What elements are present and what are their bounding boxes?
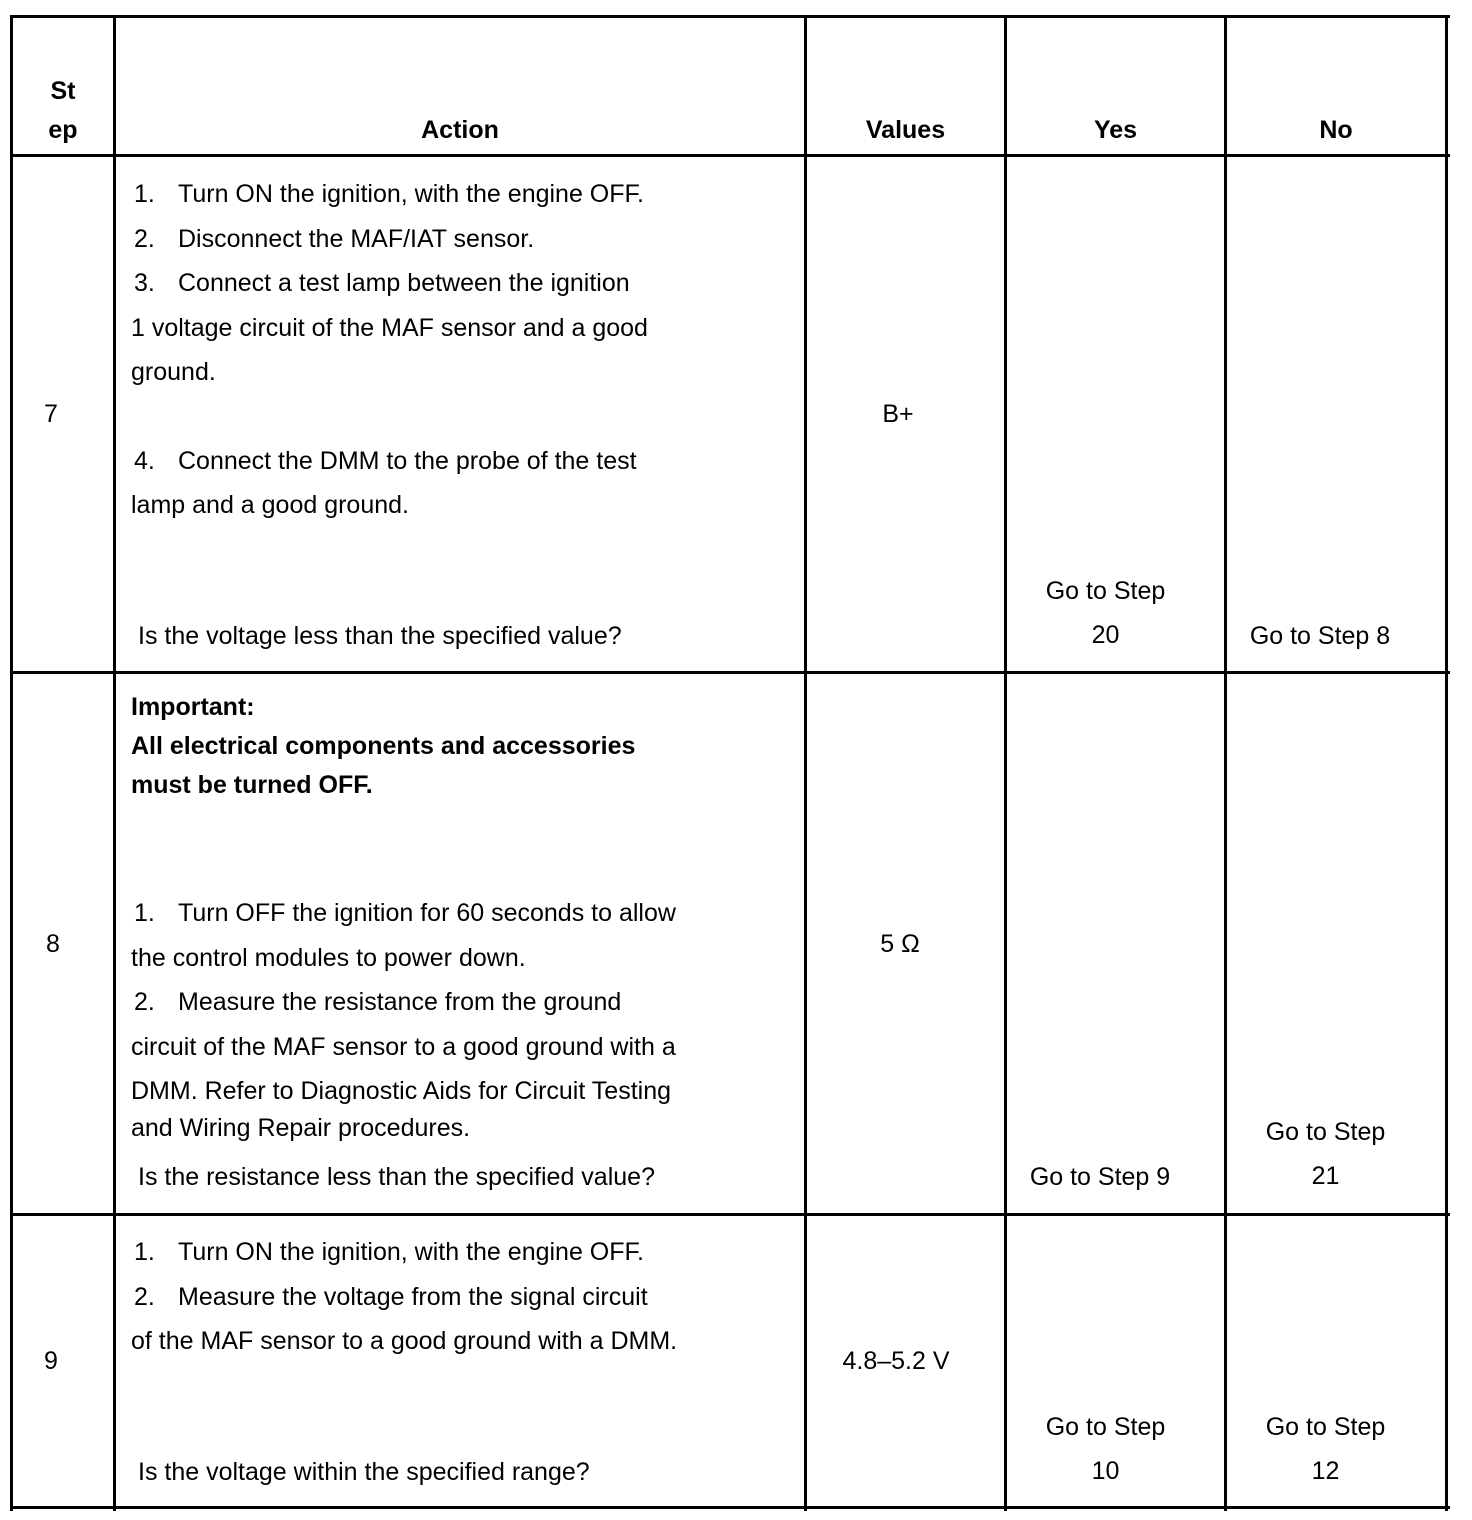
important-text: must be turned OFF. [131,771,373,799]
important-text: All electrical components and accessories [131,732,636,760]
action-item [134,179,644,209]
item-number: 1. [134,899,155,927]
action-question: Is the voltage within the specified range? [138,1458,590,1486]
action-item [134,224,534,254]
action-item [134,1282,648,1312]
no-action: Go to Step 8 [1249,622,1391,650]
no-line: Go to Step [1265,1413,1386,1441]
column-divider [804,16,807,1511]
important-title: Important: [131,693,255,721]
yes-action [1007,576,1204,650]
item-number: 3. [134,269,155,297]
header-no: No [1319,116,1353,144]
header-divider [10,154,1450,157]
item-text: Measure the voltage from the signal circuit [178,1283,648,1311]
action-question: Is the resistance less than the specified value? [138,1163,655,1191]
table-border-bottom [10,1506,1450,1509]
row-divider [10,671,1450,674]
yes-line: Go to Step [1045,577,1166,605]
column-divider [113,16,116,1511]
header-step [13,76,113,145]
yes-action [1007,1412,1204,1486]
no-line: 12 [1311,1457,1340,1485]
step-number: 9 [44,1347,58,1375]
item-text: Connect the DMM to the probe of the test [178,447,637,475]
spec-value: 5 Ω [880,930,920,958]
action-continuation: and Wiring Repair procedures. [131,1114,471,1142]
action-continuation: of the MAF sensor to a good ground with a DMM. [131,1327,678,1355]
column-divider [1224,16,1227,1511]
item-number: 4. [134,447,155,475]
spec-value: 4.8–5.2 V [842,1347,950,1375]
item-text: Measure the resistance from the ground [178,988,622,1016]
header-step-line1: St [50,77,76,105]
header-yes: Yes [1093,116,1138,144]
action-continuation: DMM. Refer to Diagnostic Aids for Circuit Testing [131,1077,672,1105]
header-step-line2: ep [48,116,78,144]
item-text: Turn ON the ignition, with the engine OFF. [178,1238,644,1266]
action-continuation: circuit of the MAF sensor to a good ground with a [131,1033,676,1061]
no-line: Go to Step [1265,1118,1386,1146]
column-divider [1004,16,1007,1511]
item-text: Disconnect the MAF/IAT sensor. [178,225,535,253]
spec-value: B+ [882,400,914,428]
step-number: 8 [46,930,60,958]
item-number: 1. [134,1238,155,1266]
step-number: 7 [44,400,58,428]
row-divider [10,1213,1450,1216]
action-continuation: 1 voltage circuit of the MAF sensor and a good [131,314,648,342]
yes-line: Go to Step [1045,1413,1166,1441]
header-action: Action [421,116,499,144]
item-text: Turn OFF the ignition for 60 seconds to allow [178,899,676,927]
item-number: 2. [134,1283,155,1311]
action-continuation: the control modules to power down. [131,944,526,972]
action-question: Is the voltage less than the specified value? [138,622,622,650]
action-item [134,268,630,298]
action-item [134,898,676,928]
item-text: Connect a test lamp between the ignition [178,269,630,297]
table-border-left [10,16,13,1511]
item-text: Turn ON the ignition, with the engine OFF. [178,180,644,208]
no-action [1227,1412,1424,1486]
yes-action: Go to Step 9 [1029,1163,1171,1191]
yes-line: 10 [1091,1457,1120,1485]
no-line: 21 [1311,1162,1340,1190]
item-number: 2. [134,988,155,1016]
table-border-right [1445,16,1448,1511]
item-number: 2. [134,225,155,253]
action-continuation: ground. [131,358,216,386]
action-item [134,446,637,476]
no-action [1227,1117,1424,1191]
yes-line: 20 [1091,621,1120,649]
header-values: Values [865,116,946,144]
action-continuation: lamp and a good ground. [131,491,409,519]
item-number: 1. [134,180,155,208]
action-item [134,1237,644,1267]
action-item [134,987,621,1017]
table-border-top [10,15,1450,18]
